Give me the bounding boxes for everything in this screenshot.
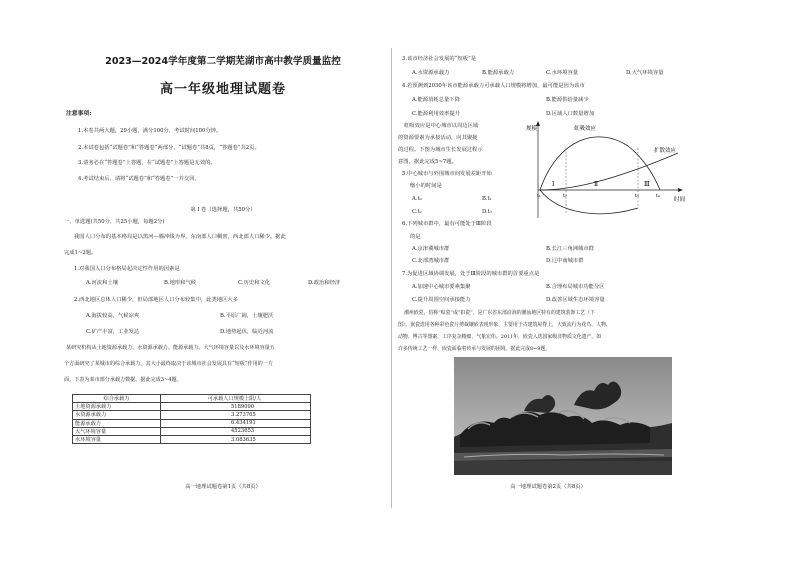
passage-line: 许多传统工艺一样，嵌瓷面临着传承与发展的困境。据此完成8~9题。 <box>398 346 551 352</box>
table-cell: 5189090 <box>161 403 311 411</box>
passage-line: 完成1~2题。 <box>64 250 97 256</box>
option: A.河流和土壤 <box>86 280 118 286</box>
column-divider <box>391 48 392 508</box>
notice-item: 4.考试结束后，请将“试题卷”和“答题卷”一并交回。 <box>78 176 200 182</box>
table-row <box>73 435 311 443</box>
diffusion-label: 扩散效应 <box>654 148 677 154</box>
table-cell: 大气环境容量 <box>73 427 161 435</box>
option: D.政治和经济 <box>308 280 341 286</box>
option: A.t₀ <box>412 196 422 202</box>
table-cell: 能源承载力 <box>73 419 161 427</box>
option: B.长江三角洲城市群 <box>546 246 594 252</box>
passage-line: 的过程。下图为城市生长发展过程示 <box>398 147 483 153</box>
table-cell: 水资源承载力 <box>73 411 161 419</box>
table-row <box>73 411 311 419</box>
question-5: 5.中心城市与外围城市间发展差距开始 <box>402 171 492 177</box>
city-growth-diagram <box>528 118 698 226</box>
embedded-porcelain-roof-photo <box>454 357 672 475</box>
option: B.能源承载力 <box>482 70 515 76</box>
page-1 <box>64 0 382 561</box>
table-cell: 土地资源承载力 <box>73 403 161 411</box>
passage-line: 某研究机构从土地资源承载力、水资源承载力、能源承载力、大气环境容量以及水环境容量五 <box>66 345 275 351</box>
table-cell: 3.083635 <box>161 435 311 443</box>
table-row <box>73 427 311 435</box>
option: B.合理布局城市功能分区 <box>546 284 605 290</box>
option: C.提升周围空间承接能力 <box>412 297 471 303</box>
table-header-row <box>73 395 311 403</box>
phase-label: Ⅱ <box>594 181 599 188</box>
option: D.地势起伏，临近河流 <box>220 329 274 335</box>
tick-label: t₂ <box>563 194 567 199</box>
option: D.t₃ <box>482 209 492 215</box>
option: A.京津冀城市群 <box>412 246 450 252</box>
option: A.能源消耗总量下降 <box>412 97 460 103</box>
passage-line: 虹吸效应是中心城市以周边区域 <box>404 123 479 129</box>
question-4: 4.若预测到2030年该市能源承载力可承载人口规模将增加，最可能是因为该市 <box>402 83 585 89</box>
passage-line: 潮州嵌瓷，俗称“贴瓷”或“扣瓷”，是广东省东部沿海的潮汕地区特有的建筑装饰工艺（下 <box>404 310 595 316</box>
phase-label: Ⅲ <box>644 181 650 188</box>
option: D.区域人口数量增加 <box>546 111 595 117</box>
x-axis-arrow <box>678 188 683 192</box>
passage-line: 图）。嵌瓷选用各种彩色瓷片剪裁镶嵌表现形象，主要用于古建筑屋脊上，大致流行为花鸟、人物、 <box>398 322 611 328</box>
question-5-cont: 缩小的时间是 <box>410 183 442 189</box>
notice-heading: 注意事项: <box>66 111 92 117</box>
exam-title: 2023—2024学年度第二学期芜湖市高中教学质量监控 <box>105 56 341 67</box>
passage-line: 个方面研究了某城市的综合承载力，其大小最终取决于该城市社会发展具有“短板”作用的一方 <box>64 361 273 367</box>
option: C.能源利用效率提升 <box>412 111 460 117</box>
option: A.加速中心城市要素集聚 <box>412 284 471 290</box>
capacity-table <box>72 394 311 444</box>
table-row <box>73 419 311 427</box>
option: B.t₁ <box>482 196 492 202</box>
notice-item: 2.本试卷包括“试题卷”和“答题卷”两部分，“试题卷”共8页，“答题卷”共2页。 <box>78 145 260 151</box>
option: C.北部湾城市群 <box>412 258 450 264</box>
option: B.平原广阔，土壤肥沃 <box>220 313 274 319</box>
question-3: 3.该市经济社会发展的“短板”是 <box>402 56 477 62</box>
table-header: 综合承载力 <box>73 395 161 403</box>
option: B.地形和气候 <box>164 280 197 286</box>
passage-line: 面。下表为某市部分承载力数据。据此完成3~4题。 <box>64 377 182 383</box>
table-header: 可承载人口规模上限/人 <box>161 395 311 403</box>
question-6-cont: 的是 <box>410 234 421 240</box>
option: C.水环境容量 <box>546 70 579 76</box>
tick-label: t₁ <box>537 194 541 199</box>
page-2 <box>398 0 698 561</box>
table-cell: 水环境容量 <box>73 435 161 443</box>
passage-line: 动物、博古等图案，工序复杂精细，气象宏伟。2011年，嵌瓷入选国家级非物质文化遗产。如 <box>398 334 602 340</box>
passage-line: 意图。据此完成5~7题。 <box>398 159 457 165</box>
question-2: 2.西北地区总体人口稀少，但局部地区人口分布较集中，此类地区大多 <box>74 297 238 303</box>
option: D.辽中南城市群 <box>546 258 584 264</box>
option: C.矿产丰富，工业发达 <box>86 329 140 335</box>
tick-label: t₃ <box>635 194 639 199</box>
option: C.历史和文化 <box>238 280 271 286</box>
passage-line: 的资源要素为承接活动，向其聚拢 <box>398 135 478 141</box>
phase-label: Ⅰ <box>552 181 555 188</box>
siphon-curve <box>540 137 660 190</box>
question-7: 7.为促进区域协调发展，处于Ⅲ阶段的城市群的首要重点是 <box>402 271 540 277</box>
option: D.改善区域生态环境容量 <box>546 297 605 303</box>
option: C.t₂ <box>412 209 422 215</box>
page-footer: 高一地理试题卷第2页（共8页） <box>510 484 586 490</box>
table-cell: 6.434191 <box>161 419 311 427</box>
instruction: 一、单选题(共50分，共25小题，每题2分) <box>64 219 165 225</box>
passage-line: 我国人口分布的基本格局是以黑河—腾冲线为界，东南部人口稠密，西北部人口稀少。据此 <box>74 234 286 240</box>
table-cell: 4523653 <box>161 427 311 435</box>
table-cell: 3.273765 <box>161 411 311 419</box>
page-footer: 高一地理试题卷第1页（共8页） <box>185 484 261 490</box>
notice-item: 3.请务必在“答题卷”上答题，在“试题卷”上答题是无效的。 <box>78 160 216 166</box>
option: A.水资源承载力 <box>412 70 450 76</box>
option: B.能源供给量减少 <box>546 97 589 103</box>
exam-subtitle: 高一年级地理试题卷 <box>159 82 286 97</box>
lower-curve <box>540 190 638 214</box>
option: D.大气环境容量 <box>626 70 664 76</box>
table-row <box>73 403 311 411</box>
siphon-label: 虹吸效应 <box>574 126 597 132</box>
notice-item: 1.本卷共两大题，29小题，满分100分，考试时间100分钟。 <box>78 128 222 134</box>
tick-label: t₄ <box>656 194 660 199</box>
question-1: 1.对我国人口分布格局起决定性作用的因素是 <box>74 266 180 272</box>
axis-y-label: 规模 <box>526 126 538 132</box>
question-6: 6.下列城市群中，最有可能处于Ⅲ阶段 <box>402 221 492 227</box>
option: A.海拔较高，气候凉爽 <box>86 313 140 319</box>
section-heading: 第 Ⅰ 卷（选择题，共50分） <box>190 207 256 213</box>
axis-x-label: 时间 <box>674 197 686 203</box>
